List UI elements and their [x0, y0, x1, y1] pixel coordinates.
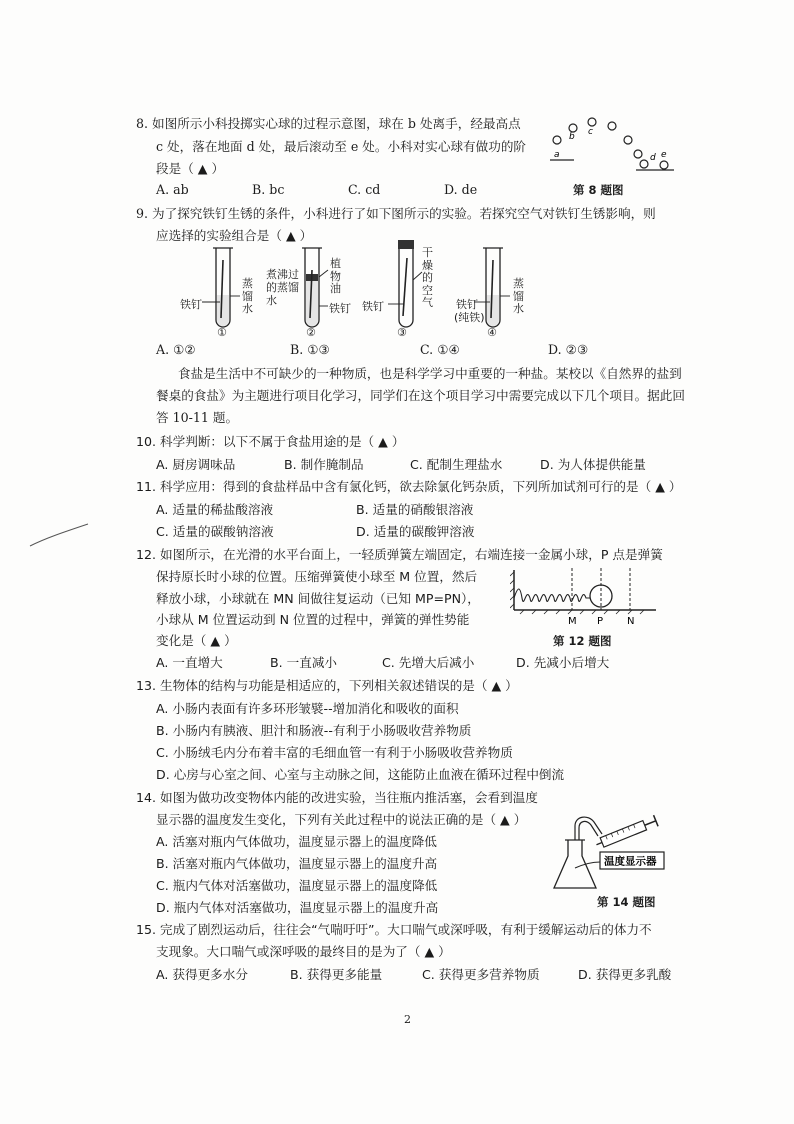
q9-option-c: C. ①④ [420, 342, 460, 357]
q14-line1: 14. 如图为做功改变物体内能的改进实验，当往瓶内推活塞，会看到温度 [136, 790, 538, 805]
q12-option-b: B. 一直减小 [270, 655, 338, 670]
q9-tube-3 [388, 240, 422, 327]
q12-mark-n: N [627, 616, 635, 626]
q9-option-a: A. ①② [156, 342, 196, 357]
q10-option-d: D. 为人体提供能量 [540, 457, 646, 472]
q15-line1: 15. 完成了剧烈运动后，往往会“气喘吁吁”。大口喘气或深呼吸，有利于缓解运动后的体力不 [136, 922, 652, 937]
q11-option-b: B. 适量的硝酸银溶液 [356, 502, 474, 517]
q9-line1: 9. 为了探究铁钉生锈的条件，小科进行了如下图所示的实验。若探究空气对铁钉生锈影响，则 [136, 206, 656, 221]
q10-stem: 10. 科学判断：以下不属于食盐用途的是（ ▲ ） [136, 434, 405, 449]
q13-option-a: A. 小肠内表面有许多环形皱襞--增加消化和吸收的面积 [156, 701, 459, 716]
q8-point-e: e [661, 150, 667, 160]
intro-line3: 答 10-11 题。 [156, 410, 239, 425]
q15-option-b: B. 获得更多能量 [290, 967, 383, 982]
q9-tube4-water-label: 蒸馏水 [513, 277, 524, 315]
q15-option-c: C. 获得更多营养物质 [422, 967, 540, 982]
page-number: 2 [404, 1013, 411, 1026]
q8-ball-trajectory-diagram [540, 112, 680, 178]
q12-option-d: D. 先减小后增大 [516, 655, 610, 670]
q11-option-a: A. 适量的稀盐酸溶液 [156, 502, 274, 517]
q8-point-b: b [569, 132, 575, 142]
q9-option-b: B. ①③ [290, 342, 330, 357]
q9-tube1-water-label: 蒸馏水 [242, 277, 253, 315]
q8-option-b: B. bc [252, 182, 285, 197]
q9-tube4-number: ④ [487, 326, 497, 339]
q9-tube2-nail-label: 铁钉 [329, 302, 351, 315]
q13-stem: 13. 生物体的结构与功能是相适应的，下列相关叙述错误的是（ ▲ ） [136, 678, 518, 693]
q13-option-d: D. 心房与心室之间、心室与主动脉之间，这能防止血液在循环过程中倒流 [156, 767, 565, 782]
q8-line2: c 处，落在地面 d 处，最后滚动至 e 处。小科对实心球有做功的阶 [156, 139, 527, 154]
q10-option-c: C. 配制生理盐水 [410, 457, 503, 472]
q9-line2: 应选择的实验组合是（ ▲ ） [156, 228, 313, 243]
q12-option-c: C. 先增大后减小 [382, 655, 475, 670]
q12-mark-m: M [568, 616, 577, 626]
q15-option-a: A. 获得更多水分 [156, 967, 248, 982]
q12-option-a: A. 一直增大 [156, 655, 223, 670]
q14-option-b: B. 活塞对瓶内气体做功，温度显示器上的温度升高 [156, 856, 438, 871]
q9-tube2-oil-label: 植物油 [330, 257, 341, 295]
q15-line2: 支现象。大口喘气或深呼吸的最终目的是为了（ ▲ ） [156, 944, 451, 959]
q11-option-c: C. 适量的碳酸钠溶液 [156, 524, 274, 539]
q11-stem: 11. 科学应用：得到的食盐样品中含有氯化钙，欲去除氯化钙杂质，下列所加试剂可行的是（ ▲ ） [136, 479, 682, 494]
intro-line1: 食盐是生活中不可缺少的一种物质，也是科学学习中重要的一种盐。某校以《自然界的盐到 [178, 366, 682, 381]
q12-mark-p: P [597, 616, 604, 626]
q8-line1: 8. 如图所示小科投掷实心球的过程示意图，球在 b 处离手，经最高点 [136, 116, 521, 131]
q14-figure-caption: 第 14 题图 [597, 895, 656, 909]
pen-stroke-mark [28, 520, 92, 550]
q14-option-c: C. 瓶内气体对活塞做功，温度显示器上的温度降低 [156, 878, 438, 893]
q9-tube-1 [202, 248, 240, 327]
intro-line2: 餐桌的食盐》为主题进行项目化学习，同学们在这个项目学习中需要完成以下几个项目。据此回 [156, 388, 685, 403]
q9-tube3-dry-air-label: 干燥的空气 [422, 246, 433, 309]
q8-figure-caption: 第 8 题图 [573, 183, 624, 197]
q9-tube3-nail-label: 铁钉 [362, 300, 384, 313]
q12-line5: 变化是（ ▲ ） [156, 633, 237, 648]
q12-figure-caption: 第 12 题图 [553, 634, 612, 648]
q11-option-d: D. 适量的碳酸钾溶液 [356, 524, 475, 539]
q8-option-a: A. ab [156, 182, 189, 197]
q14-option-a: A. 活塞对瓶内气体做功，温度显示器上的温度降低 [156, 834, 437, 849]
q12-line1: 12. 如图所示，在光滑的水平台面上，一轻质弹簧左端固定，右端连接一金属小球，P 点是弹簧 [136, 547, 663, 562]
q14-flask-syringe-diagram [548, 808, 668, 894]
q8-point-d: d [650, 153, 656, 163]
q9-tube2-boiled-water-label: 煮沸过的蒸馏水 [266, 268, 299, 307]
q14-temperature-display-label: 温度显示器 [604, 855, 657, 868]
q8-option-d: D. de [444, 182, 478, 197]
q14-option-d: D. 瓶内气体对活塞做功，温度显示器上的温度升高 [156, 900, 439, 915]
q10-option-a: A. 厨房调味品 [156, 457, 236, 472]
q12-spring-ball-diagram [510, 566, 660, 626]
q9-option-d: D. ②③ [548, 342, 589, 357]
q12-line4: 小球从 M 位置运动到 N 位置的过程中，弹簧的弹性势能 [156, 612, 470, 627]
q9-tube3-number: ③ [397, 326, 407, 339]
q13-option-b: B. 小肠内有胰液、胆汁和肠液--有利于小肠吸收营养物质 [156, 723, 472, 738]
q10-option-b: B. 制作腌制品 [284, 457, 364, 472]
q9-tube1-number: ① [217, 326, 227, 339]
q9-tube2-number: ② [306, 326, 316, 339]
q15-option-d: D. 获得更多乳酸 [578, 967, 672, 982]
q8-option-c: C. cd [348, 182, 381, 197]
q9-test-tubes-diagram [180, 240, 540, 340]
q13-option-c: C. 小肠绒毛内分布着丰富的毛细血管一有利于小肠吸收营养物质 [156, 745, 513, 760]
q8-line3: 段是（ ▲ ） [156, 161, 225, 176]
q14-line2: 显示器的温度发生变化，下列有关此过程中的说法正确的是（ ▲ ） [156, 812, 527, 827]
q9-tube4-nail-label: 铁钉 [456, 298, 478, 311]
q12-line3: 释放小球，小球就在 MN 间做往复运动（已知 MP=PN）， [156, 591, 480, 606]
q12-line2: 保持原长时小球的位置。压缩弹簧使小球至 M 位置，然后 [156, 569, 478, 584]
q8-point-c: c [588, 127, 593, 137]
q9-tube4-pure-iron-label: (纯铁) [454, 311, 485, 324]
q9-tube1-nail-label: 铁钉 [180, 298, 202, 311]
q8-point-a: a [554, 150, 560, 160]
